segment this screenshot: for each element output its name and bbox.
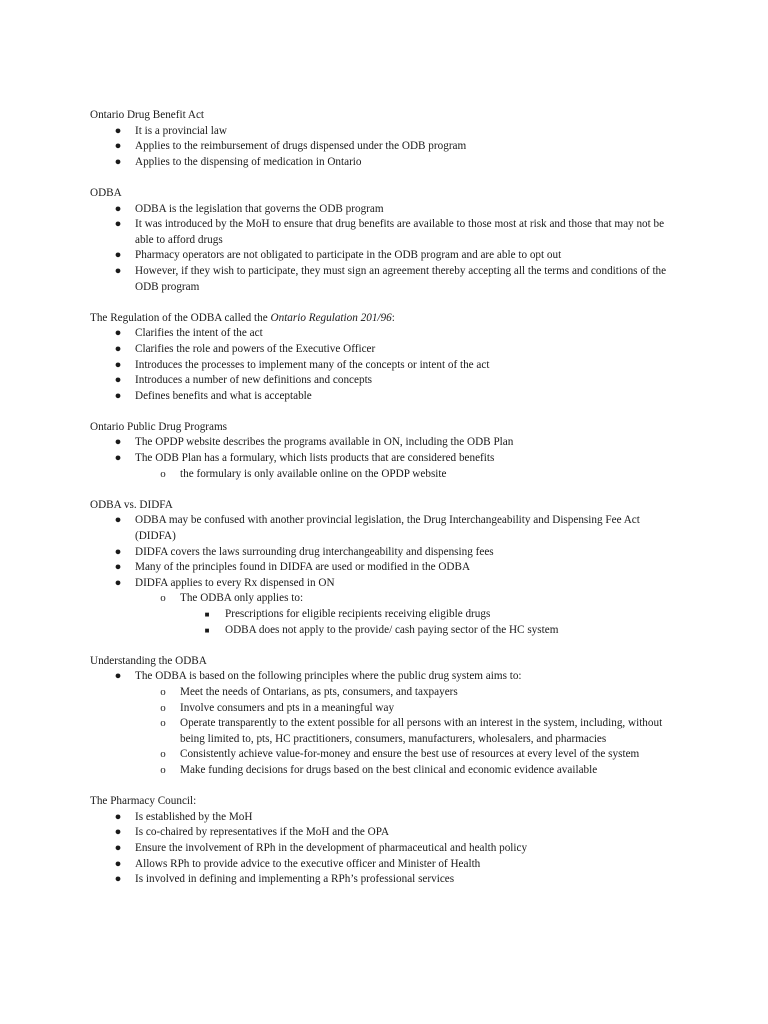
heading-text: Ontario Drug Benefit Act: [90, 109, 205, 121]
list-item: [90, 373, 680, 389]
list-item: [90, 124, 680, 140]
list-item-text: Pharmacy operators are not obligated to participate in the ODB program and are able to opt out: [135, 249, 562, 262]
bullet-icon: ●: [114, 155, 122, 168]
list-item: [90, 669, 680, 685]
bullet-icon: ●: [114, 327, 122, 340]
list-item-text: ODBA is the legislation that governs the ODB program: [135, 202, 384, 215]
list-item: [90, 763, 680, 779]
circle-bullet-icon: o: [160, 701, 166, 714]
list-item: [90, 701, 680, 717]
section: [90, 420, 680, 482]
list-item-text: The ODB Plan has a formulary, which lists products that are considered benefits: [135, 452, 495, 465]
list-item: [90, 841, 680, 857]
list-item: [90, 623, 680, 639]
list-item: [90, 264, 680, 295]
circle-bullet-icon: o: [160, 717, 166, 730]
bullet-icon: ●: [114, 249, 122, 262]
list-item: [90, 342, 680, 358]
section-heading: [90, 654, 680, 670]
list-item: [90, 545, 680, 561]
heading-text: Ontario Public Drug Programs: [90, 420, 228, 433]
list-item: [90, 513, 680, 544]
list-item-text: Introduces a number of new definitions and concepts: [135, 374, 373, 387]
bullet-list: [90, 202, 680, 296]
bullet-list: [90, 435, 680, 482]
list-item-text: Is co-chaired by representatives if the MoH and the OPA: [135, 826, 390, 839]
bullet-icon: ●: [114, 264, 122, 277]
list-item-text: DIDFA covers the laws surrounding drug interchangeability and dispensing fees: [135, 545, 494, 558]
bullet-icon: ●: [114, 873, 122, 886]
list-item-text: The ODBA is based on the following principles where the public drug system aims to:: [135, 670, 522, 683]
list-item: [90, 560, 680, 576]
list-item-text: The OPDP website describes the programs available in ON, including the ODB Plan: [135, 436, 514, 449]
square-bullet-icon: ■: [204, 625, 210, 635]
circle-bullet-icon: o: [160, 763, 166, 776]
bullet-icon: ●: [114, 389, 122, 402]
list-item: [90, 435, 680, 451]
list-item: [90, 217, 680, 248]
list-item-text: Make funding decisions for drugs based on the best clinical and economic evidence available: [180, 763, 598, 776]
heading-text: Understanding the ODBA: [90, 654, 207, 667]
list-item-text: Operate transparently to the extent possible for all persons with an interest in the system, including, without being limited to, pts, HC practitioners, consumers, manufacturers, wholesalers, and pharmacies: [180, 717, 663, 745]
list-item-text: It was introduced by the MoH to ensure that drug benefits are available to those most at risk and those that may not be able to afford drugs: [135, 218, 665, 246]
bullet-icon: ●: [114, 826, 122, 839]
list-item-text: Clarifies the intent of the act: [135, 327, 263, 340]
section-heading: [90, 186, 680, 202]
list-item-text: Applies to the dispensing of medication in Ontario: [135, 155, 362, 168]
bullet-icon: ●: [114, 140, 122, 153]
list-item-text: Introduces the processes to implement many of the concepts or intent of the act: [135, 358, 490, 371]
circle-bullet-icon: o: [160, 592, 166, 605]
bullet-icon: ●: [114, 841, 122, 854]
heading-emphasis: Ontario Regulation 201/96: [270, 311, 392, 324]
bullet-icon: ●: [114, 514, 122, 527]
list-item-text: Applies to the reimbursement of drugs dispensed under the ODB program: [135, 140, 467, 153]
list-item-text: ODBA does not apply to the provide/ cash paying sector of the HC system: [225, 623, 559, 636]
list-item: [90, 810, 680, 826]
list-item: [90, 155, 680, 171]
bullet-icon: ●: [114, 358, 122, 371]
section: [90, 498, 680, 638]
bullet-icon: ●: [114, 576, 122, 589]
heading-text: The Pharmacy Council:: [90, 795, 197, 808]
list-item: [90, 139, 680, 155]
list-item: [90, 326, 680, 342]
bullet-icon: ●: [114, 545, 122, 558]
list-item: [90, 248, 680, 264]
section-heading: [90, 498, 680, 514]
list-item: [90, 389, 680, 405]
list-item-text: ODBA may be confused with another provincial legislation, the Drug Interchangeability and Dispensing Fee Act (DIDFA): [135, 514, 640, 543]
list-item: [90, 591, 680, 607]
list-item-text: Meet the needs of Ontarians, as pts, consumers, and taxpayers: [180, 685, 458, 698]
bullet-icon: ●: [114, 342, 122, 355]
heading-suffix: :: [391, 311, 395, 324]
list-item-text: The ODBA only applies to:: [180, 592, 304, 605]
section: [90, 654, 680, 779]
list-item: [90, 358, 680, 374]
list-item: [90, 685, 680, 701]
bullet-icon: ●: [114, 561, 122, 574]
list-item-text: Ensure the involvement of RPh in the development of pharmaceutical and health policy: [135, 841, 528, 854]
bullet-list: [90, 124, 680, 171]
list-item-text: Many of the principles found in DIDFA are used or modified in the ODBA: [135, 561, 471, 574]
circle-bullet-icon: o: [160, 685, 166, 698]
list-item: [90, 467, 680, 483]
section: [90, 108, 680, 170]
bullet-icon: ●: [114, 374, 122, 387]
square-bullet-icon: ■: [204, 610, 210, 619]
list-item: [90, 716, 680, 747]
section-heading: [90, 794, 680, 810]
bullet-icon: ●: [114, 670, 122, 683]
bullet-icon: ●: [114, 810, 122, 823]
list-item-text: the formulary is only available online on the OPDP website: [180, 467, 447, 480]
list-item-text: Defines benefits and what is acceptable: [135, 389, 312, 402]
section: [90, 186, 680, 295]
bullet-list: [90, 513, 680, 638]
bullet-list: [90, 810, 680, 888]
bullet-icon: ●: [114, 452, 122, 465]
heading-text: ODBA vs. DIDFA: [90, 498, 173, 511]
bullet-list: [90, 669, 680, 778]
document-body: [90, 108, 680, 903]
list-item-text: Involve consumers and pts in a meaningful way: [180, 701, 395, 714]
heading-text: ODBA: [90, 186, 122, 199]
list-item-text: It is a provincial law: [135, 124, 227, 137]
list-item: [90, 202, 680, 218]
section: [90, 311, 680, 405]
list-item-text: Consistently achieve value-for-money and ensure the best use of resources at every level of the system: [180, 748, 640, 761]
list-item: [90, 872, 680, 888]
section-heading: [90, 420, 680, 436]
list-item: [90, 607, 680, 623]
list-item-text: Prescriptions for eligible recipients receiving eligible drugs: [225, 608, 491, 620]
heading-text: The Regulation of the ODBA called the: [90, 311, 271, 324]
section-heading: [90, 311, 680, 327]
list-item-text: DIDFA applies to every Rx dispensed in ON: [135, 576, 335, 589]
bullet-icon: ●: [114, 124, 122, 137]
bullet-icon: ●: [114, 218, 122, 231]
list-item-text: Allows RPh to provide advice to the executive officer and Minister of Health: [135, 857, 481, 870]
list-item-text: Clarifies the role and powers of the Executive Officer: [135, 342, 376, 355]
bullet-icon: ●: [114, 202, 122, 215]
section-heading: [90, 108, 680, 124]
list-item: [90, 576, 680, 592]
section: [90, 794, 680, 888]
list-item-text: Is established by the MoH: [135, 810, 253, 823]
list-item-text: However, if they wish to participate, they must sign an agreement thereby accepting all the terms and conditions of the ODB program: [135, 264, 667, 293]
bullet-icon: ●: [114, 436, 122, 449]
list-item: [90, 747, 680, 763]
circle-bullet-icon: o: [160, 467, 166, 480]
list-item-text: Is involved in defining and implementing a RPh’s professional services: [135, 873, 455, 886]
list-item: [90, 857, 680, 873]
circle-bullet-icon: o: [160, 748, 166, 761]
bullet-icon: ●: [114, 857, 122, 870]
bullet-list: [90, 326, 680, 404]
list-item: [90, 825, 680, 841]
list-item: [90, 451, 680, 467]
